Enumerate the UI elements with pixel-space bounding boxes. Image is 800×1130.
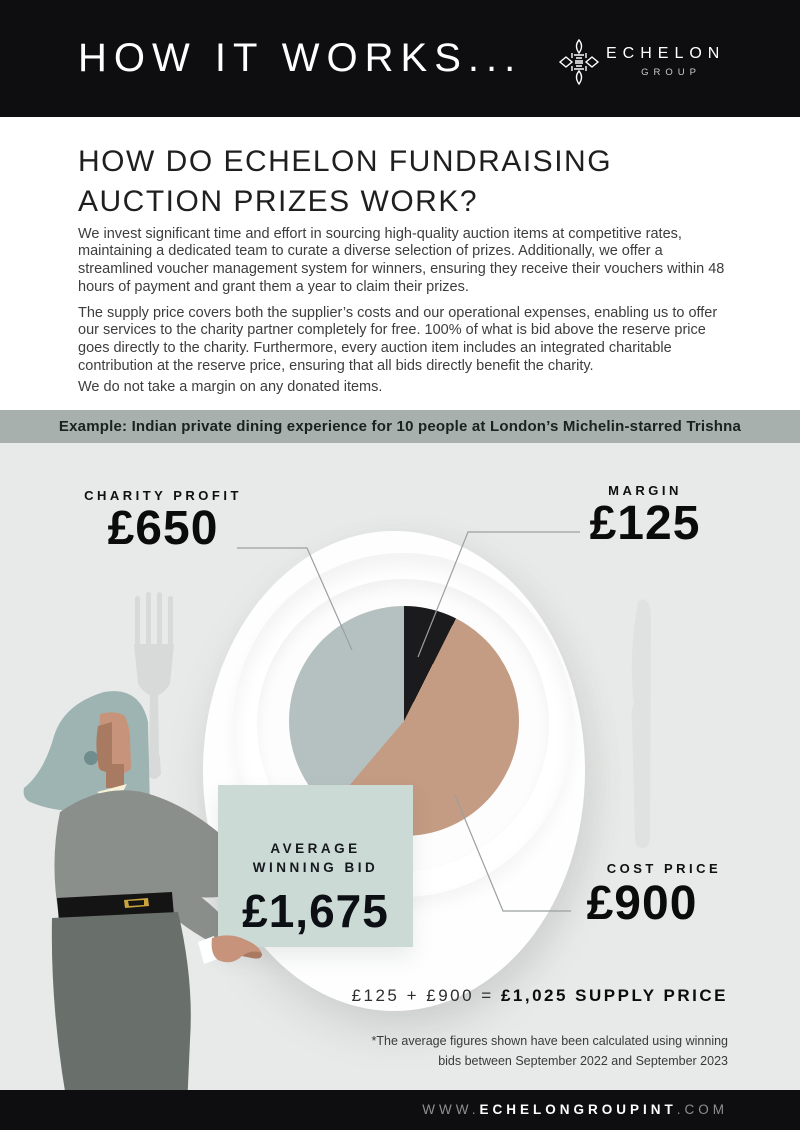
footer-bar [0,1090,800,1130]
charity-profit-label: CHARITY PROFIT [84,488,242,503]
average-winning-bid-label [218,839,413,877]
echelon-ornament-icon [558,38,600,86]
cost-price-value: £900 [586,877,698,930]
average-winning-bid-value: £1,675 [242,885,389,937]
main-heading-line1: HOW DO ECHELON FUNDRAISING [78,145,613,178]
supply-result: £1,025 SUPPLY PRICE [500,986,728,1005]
echelon-logo [558,36,758,88]
footer-url-tld: .COM [676,1102,728,1117]
margin-label: MARGIN [608,483,682,498]
footnote-line1: *The average figures shown have been calculated using winning [371,1034,728,1048]
cost-price-label: COST PRICE [606,861,722,876]
supply-prefix: £125 + £900 = [351,986,501,1005]
bid-label-line2: WINNING BID [252,860,379,875]
footer-url [422,1090,728,1130]
footnote-line2: bids between September 2022 and September 2023 [438,1054,728,1068]
main-heading-line2: AUCTION PRIZES WORK? [78,185,479,218]
logo-name: ECHELON [606,45,726,62]
margin-value: £125 [589,497,701,550]
hand-icon [196,930,270,972]
main-heading [78,142,758,222]
logo-subname: GROUP [641,67,701,78]
leader-line-charity [237,548,352,650]
page-title: HOW IT WORKS... [78,36,523,80]
footer-url-www: WWW. [422,1102,480,1117]
footnote [300,1031,728,1071]
bid-label-line1: AVERAGE [270,841,361,856]
supply-price-equation [300,986,728,1006]
charity-profit-value: £650 [107,502,219,555]
intro-paragraph-2: The supply price covers both the supplier’s costs and our operational expenses, enabling us to offer our services to the charity partner completely for free. 100% of what is bid above the reserve price goes directly to the charity. Furthermore, every auction item includes an integrated charitable contribution at the reserve price, ensuring that all bids directly benefit the charity. [78,304,718,374]
header-bar [0,0,800,117]
average-winning-bid-board [218,785,413,947]
example-banner: Example: Indian private dining experience for 10 people at London’s Michelin-starred Trishna [0,410,800,443]
intro-paragraph-3: We do not take a margin on any donated items. [78,378,383,395]
footer-url-domain: ECHELONGROUPINT [479,1102,677,1117]
intro-paragraph-1: We invest significant time and effort in sourcing high-quality auction items at competitive rates, maintaining a dedicated team to curate a diverse selection of prizes. Additionally, we offer a streamlined voucher management system for winners, ensuring they receive their vouchers within 48 hours of payment and grant them a year to claim their prizes. [78,225,725,295]
